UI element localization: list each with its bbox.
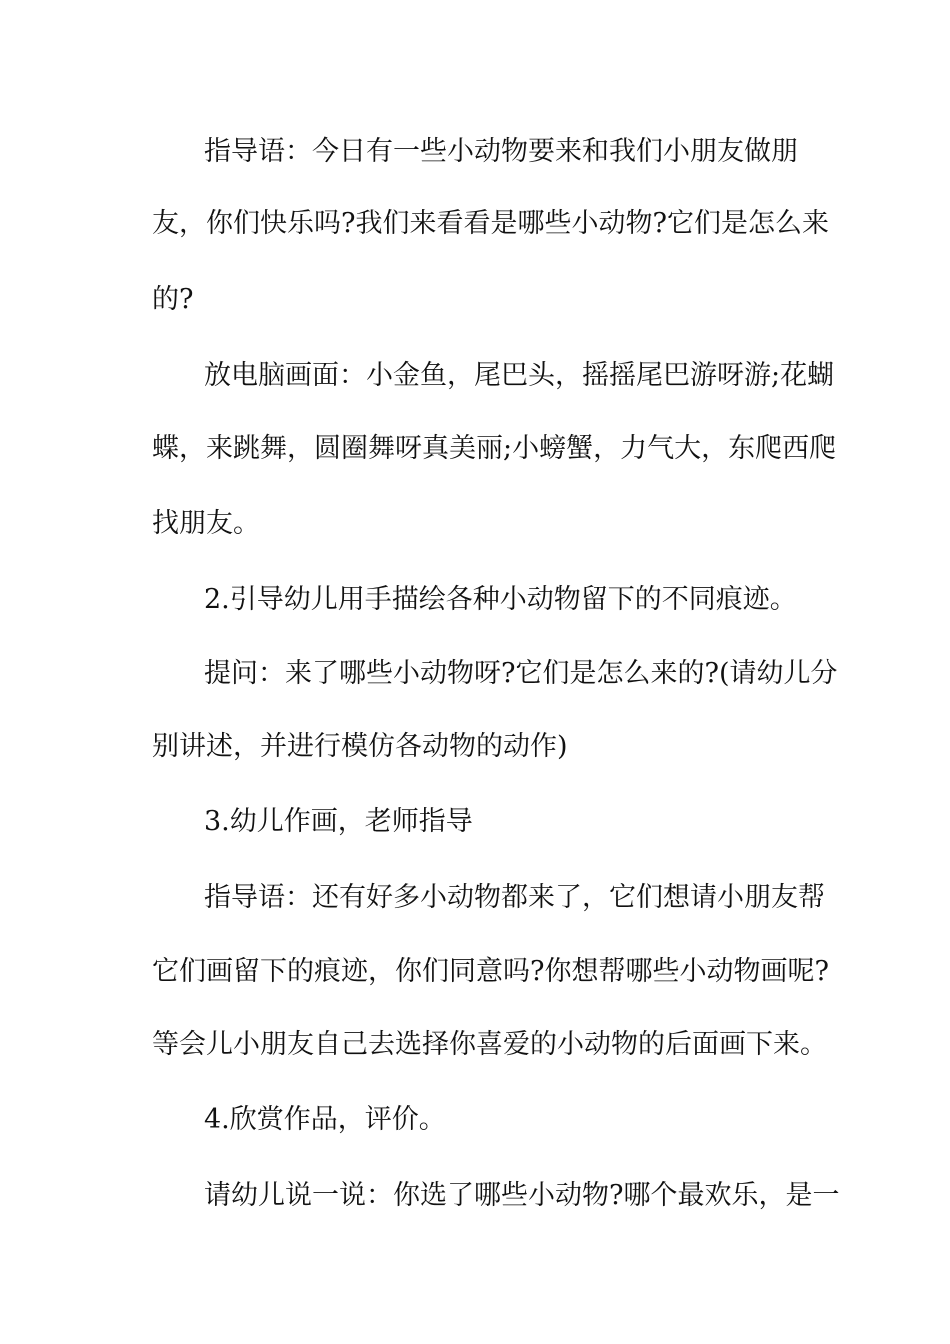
paragraph-line: 友，你们快乐吗?我们来看看是哪些小动物?它们是怎么来	[152, 208, 829, 239]
paragraph-line: 3.幼儿作画，老师指导	[204, 806, 473, 837]
paragraph-line: 放电脑画面：小金鱼，尾巴头，摇摇尾巴游呀游;花蝴	[204, 360, 835, 391]
paragraph-line: 它们画留下的痕迹，你们同意吗?你想帮哪些小动物画呢?	[152, 956, 829, 987]
paragraph-line: 蝶，来跳舞，圆圈舞呀真美丽;小螃蟹，力气大，东爬西爬	[152, 433, 837, 464]
paragraph-line: 提问：来了哪些小动物呀?它们是怎么来的?(请幼儿分	[204, 658, 838, 689]
paragraph-line: 2.引导幼儿用手描绘各种小动物留下的不同痕迹。	[204, 584, 797, 615]
paragraph-line: 找朋友。	[152, 508, 260, 539]
paragraph-line: 指导语：今日有一些小动物要来和我们小朋友做朋	[204, 136, 798, 167]
paragraph-line: 4.欣赏作品，评价。	[204, 1104, 446, 1135]
paragraph-line: 等会儿小朋友自己去选择你喜爱的小动物的后面画下来。	[152, 1029, 827, 1060]
paragraph-line: 指导语：还有好多小动物都来了，它们想请小朋友帮	[204, 882, 825, 913]
paragraph-line: 别讲述，并进行模仿各动物的动作)	[152, 731, 568, 762]
paragraph-line: 的?	[152, 284, 194, 315]
paragraph-line: 请幼儿说一说：你选了哪些小动物?哪个最欢乐，是一	[204, 1180, 840, 1211]
